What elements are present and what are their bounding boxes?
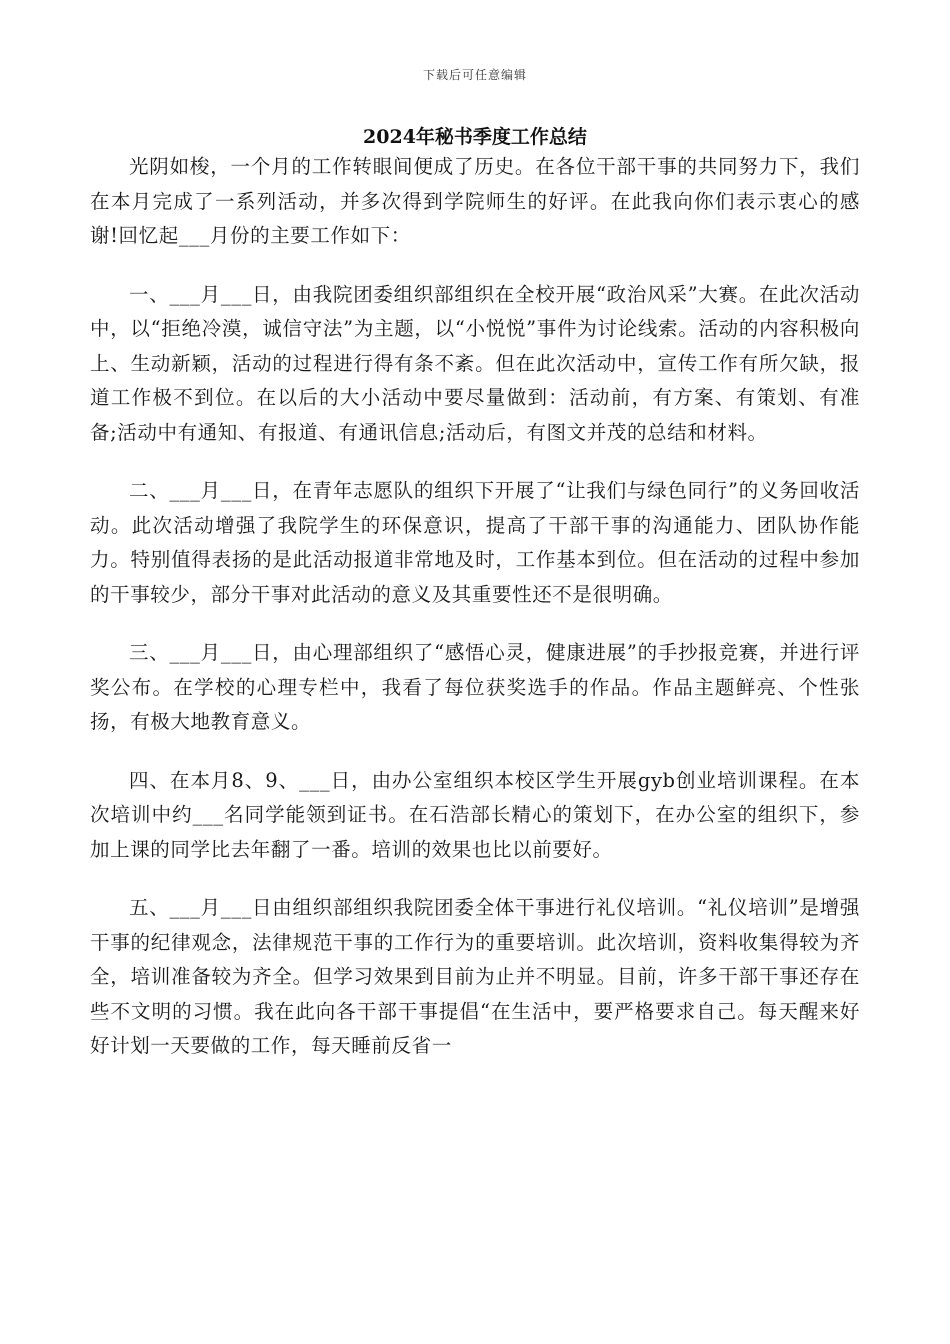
header-note: 下载后可任意编辑 [422, 68, 527, 82]
document-title: 2024年秘书季度工作总结 [363, 126, 587, 148]
paragraph-item-4: 四、在本月8、9、___日，由办公室组织本校区学生开展gyb创业培训课程。在本次培训中约___名同学能领到证书。在石浩部长精心的策划下，在办公室的组织下，参加上课的同学比去年翻了一番。培训的效果也比以前要好。 [90, 768, 860, 861]
document-body [90, 150, 860, 1088]
paragraph-item-5: 五、___月___日由组织部组织我院团委全体干事进行礼仪培训。“礼仪培训”是增强干事的纪律观念，法律规范干事的工作行为的重要培训。此次培训，资料收集得较为齐全，培训准备较为齐全。但学习效果到目前为止并不明显。目前，许多干部干事还存在些不文明的习惯。我在此向各干部干事提倡“在生活中，要严格要求自己。每天醒来好好计划一天要做的工作，每天睡前反省一 [90, 896, 860, 1057]
paragraph-intro: 光阴如梭，一个月的工作转眼间便成了历史。在各位干部干事的共同努力下，我们在本月完成了一系列活动，并多次得到学院师生的好评。在此我向你们表示衷心的感谢!回忆起___月份的主要工作如下： [90, 155, 860, 247]
paragraph-item-2: 二、___月___日，在青年志愿队的组织下开展了“让我们与绿色同行”的义务回收活动。此次活动增强了我院学生的环保意识，提高了干部干事的沟通能力、团队协作能力。特别值得表扬的是此活动报道非常地及时，工作基本到位。但在活动的过程中参加的干事较少，部分干事对此活动的意义及其重要性还不是很明确。 [90, 479, 860, 606]
paragraph-item-1: 一、___月___日，由我院团委组织部组织在全校开展“政治风采”大赛。在此次活动中，以“拒绝冷漠，诚信守法”为主题，以“小悦悦”事件为讨论线索。活动的内容积极向上、生动新颖，活动的过程进行得有条不紊。但在此次活动中，宣传工作有所欠缺，报道工作极不到位。在以后的大小活动中要尽量做到：活动前，有方案、有策划、有准备;活动中有通知、有报道、有通讯信息;活动后，有图文并茂的总结和材料。 [90, 282, 860, 444]
paragraph-item-3: 三、___月___日，由心理部组织了“感悟心灵，健康进展”的手抄报竞赛，并进行评奖公布。在学校的心理专栏中，我看了每位获奖选手的作品。作品主题鲜亮、个性张扬，有极大地教育意义。 [90, 641, 860, 733]
